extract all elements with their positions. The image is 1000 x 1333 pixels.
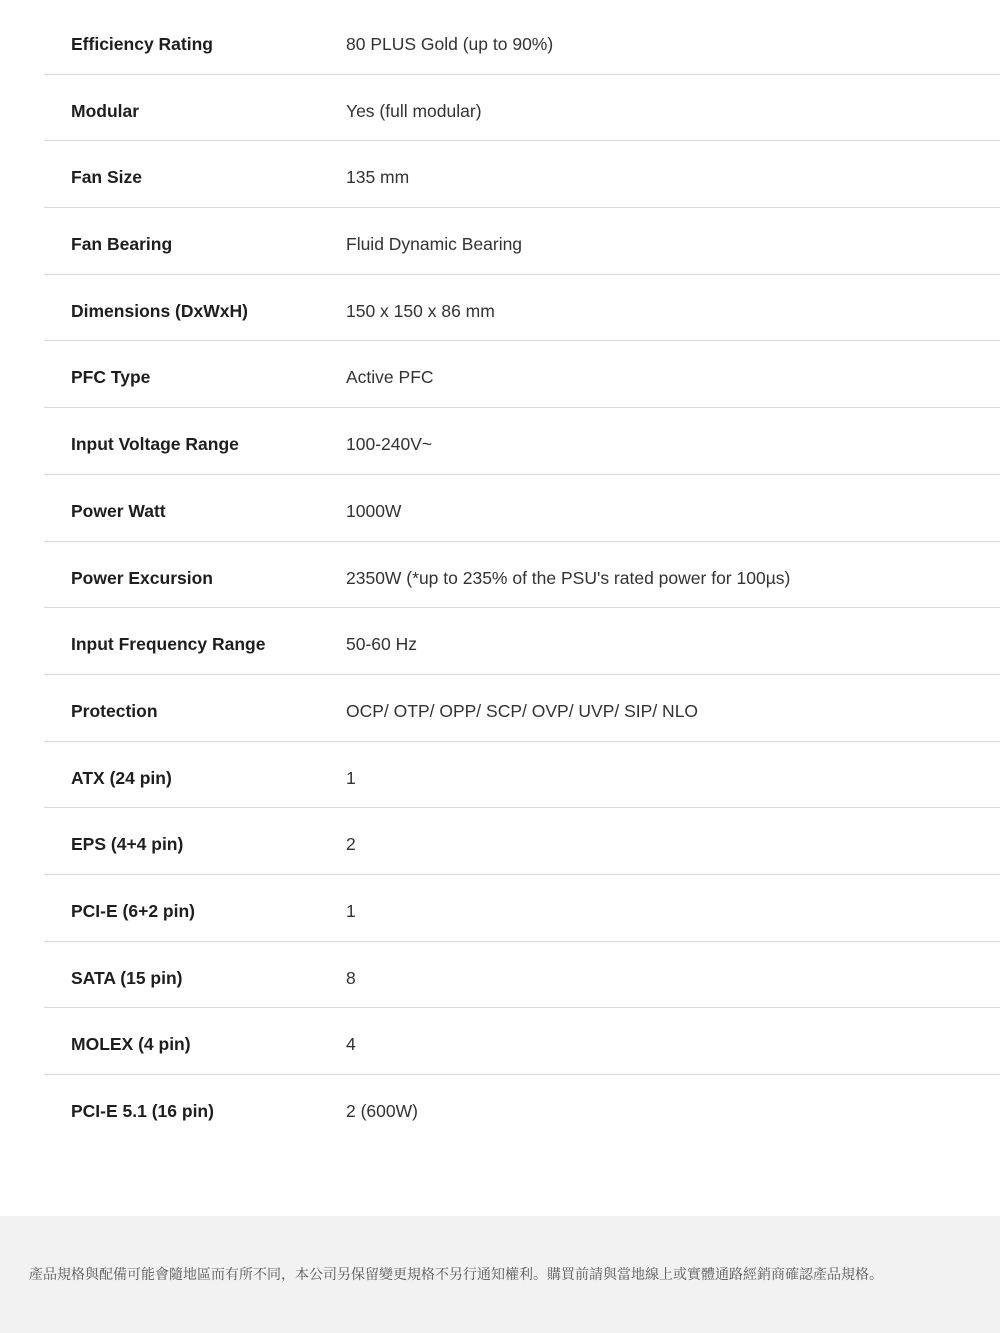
spec-row [44,341,1000,408]
spec-row [44,875,1000,942]
spec-value: Active PFC [346,367,434,388]
spec-row [44,675,1000,742]
spec-label: Dimensions (DxWxH) [71,300,248,321]
spec-row [44,1075,1000,1142]
spec-label: PCI-E 5.1 (16 pin) [71,1101,214,1121]
spec-row [44,75,1000,142]
footer [0,1216,1000,1333]
spec-value: OCP/ OTP/ OPP/ SCP/ OVP/ UVP/ SIP/ NLO [346,700,699,721]
spec-value: 8 [346,967,356,988]
spec-value: 50-60 Hz [346,634,418,655]
spec-row [44,1008,1000,1075]
spec-row [44,8,1000,75]
spec-row [44,208,1000,275]
spec-value: Fluid Dynamic Bearing [346,234,523,255]
spec-label: PFC Type [71,367,151,388]
spec-row [44,942,1000,1009]
spec-label: Input Frequency Range [71,634,266,655]
spec-label: SATA (15 pin) [71,967,183,988]
spec-label: EPS (4+4 pin) [71,834,184,855]
spec-label: Protection [71,700,158,721]
spec-row [44,275,1000,342]
spec-value: Yes (full modular) [346,100,482,121]
spec-value: 2350W (*up to 235% of the PSU's rated power for 100µs) [346,567,791,588]
spec-row [44,608,1000,675]
spec-label: MOLEX (4 pin) [71,1034,191,1055]
spec-value: 80 PLUS Gold (up to 90%) [346,34,554,54]
spec-row [44,141,1000,208]
spec-label: ATX (24 pin) [71,767,172,788]
spec-label: PCI-E (6+2 pin) [71,900,195,921]
spec-value: 1 [346,767,356,788]
spec-row [44,475,1000,542]
spec-row [44,742,1000,809]
spec-value: 135 mm [346,167,410,188]
spec-value: 100-240V~ [346,434,433,455]
spec-label: Efficiency Rating [71,34,213,54]
spec-row [44,542,1000,609]
spec-label: Input Voltage Range [71,434,239,455]
spec-value: 1 [346,900,356,921]
footer-disclaimer: 產品規格與配備可能會隨地區而有所不同，本公司另保留變更規格不另行通知權利。購買前請與當地線上或實體通路經銷商確認產品規格。 [29,1266,883,1282]
spec-label: Power Watt [71,500,166,521]
spec-value: 2 (600W) [346,1101,418,1121]
spec-label: Modular [71,100,140,121]
spec-label: Power Excursion [71,567,213,588]
spec-label: Fan Bearing [71,234,173,255]
spec-row [44,808,1000,875]
spec-value: 1000W [346,500,402,521]
spec-value: 2 [346,834,356,855]
spec-label: Fan Size [71,167,142,188]
spec-table [44,8,1000,1142]
spec-value: 150 x 150 x 86 mm [346,300,495,321]
spec-value: 4 [346,1034,356,1055]
spec-row [44,408,1000,475]
